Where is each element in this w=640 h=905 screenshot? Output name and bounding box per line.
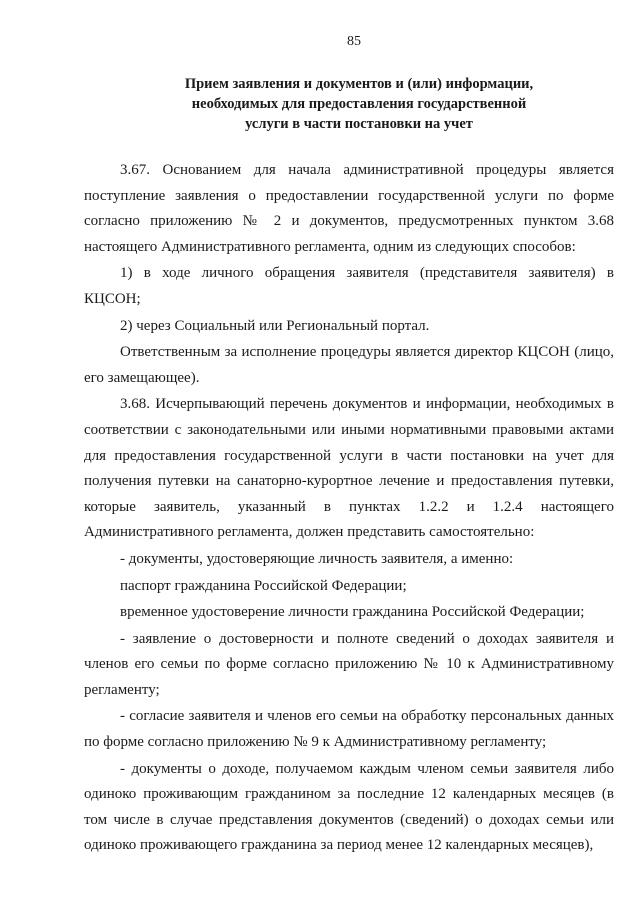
list-item-passport: паспорт гражданина Российской Федерации; bbox=[120, 577, 407, 594]
heading-line: необходимых для предоставления государственной bbox=[191, 96, 527, 112]
paragraph-3-67: 3.67. Основанием для начала административной процедуры является поступление заявления о предоставлении государственной услуги по форме согласно приложению № 2 и документов, предусмотренных пунктом 3.68 настоящего Административного регламента, одним из следующих способов: bbox=[84, 162, 614, 255]
heading-line: Прием заявления и документов и (или) информации, bbox=[184, 76, 534, 92]
heading-line: услуги в части постановки на учет bbox=[245, 116, 473, 132]
list-item-consent: - согласие заявителя и членов его семьи на обработку персональных данных по форме согласно приложению № 9 к Административному регламенту; bbox=[84, 708, 614, 751]
paragraph-method-2: 2) через Социальный или Региональный портал. bbox=[120, 317, 430, 334]
list-item-income-documents: - документы о доходе, получаемом каждым членом семьи заявителя либо одиноко проживающим гражданином за последние 12 календарных месяцев (в том числе в случае представления документов (сведений) о доходах семьи или одиноко проживающего гражданина за период менее 12 календарных месяцев), bbox=[84, 760, 614, 854]
list-item-temporary-id: временное удостоверение личности гражданина Российской Федерации; bbox=[120, 604, 585, 621]
paragraph-responsible: Ответственным за исполнение процедуры является директор КЦСОН (лицо, его замещающее). bbox=[84, 344, 614, 386]
page-number: 85 bbox=[347, 34, 361, 49]
list-item-income-statement: - заявление о достоверности и полноте сведений о доходах заявителя и членов его семьи по форме согласно приложению № 10 к Административному регламенту; bbox=[84, 630, 614, 698]
section-heading bbox=[84, 74, 614, 134]
document-body bbox=[84, 158, 614, 859]
list-item-identity-docs: - документы, удостоверяющие личность заявителя, а именно: bbox=[120, 550, 514, 567]
paragraph-3-68: 3.68. Исчерпывающий перечень документов и информации, необходимых в соответствии с законодательными или иными нормативными правовыми актами для предоставления государственной услуги в части постановки на учет для получения путевки на санаторно-курортное лечение и предоставления путевки, которые заявитель, указанный в пунктах 1.2.2 и 1.2.4 настоящего Административного регламента, должен представить самостоятельно: bbox=[84, 396, 614, 541]
paragraph-method-1: 1) в ходе личного обращения заявителя (представителя заявителя) в КЦСОН; bbox=[84, 265, 614, 307]
